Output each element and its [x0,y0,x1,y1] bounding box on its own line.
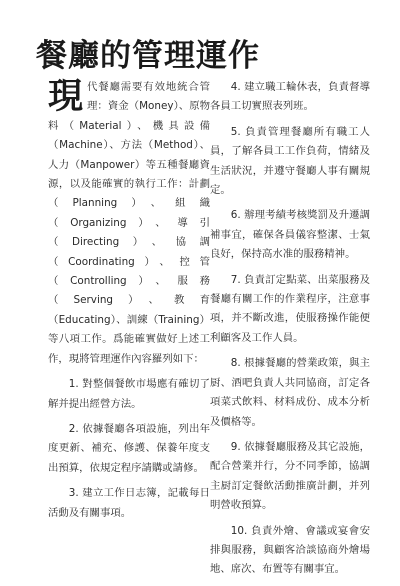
list-item: 1. 對整個餐飲市場應有確切了解并提出經營方法。 [48,378,210,410]
left-column [48,78,210,529]
list-item: 7. 負責訂定點菜、出菜服務及餐廳有關工作的作業程序，注意事項，并不斷改進，使服務操作能便利顧客及工作人員。 [210,273,370,344]
list-item: 5. 負責管理餐廳所有職工人員，了解各員工工作負荷，情緒及生活狀況，并遵守餐廳人事有關規定。 [210,125,370,197]
right-column [210,78,370,586]
page-title: 餐廳的管理運作 [36,38,260,74]
drop-cap: 現 [48,77,84,117]
list-item: 3. 建立工作日志簿，記載每日活動及有關事項。 [48,487,210,519]
list-item: 9. 依據餐廳服務及其它設施，配合營業并行，分不同季節，協調主厨訂定餐飲活動推廣計劃，并列明營收預算。 [210,440,370,512]
list-item: 6. 辦理考績考核獎罰及升遷調補事宜，確保各員儀容整潔、士氣良好，保持高水准的服務精神。 [210,209,370,261]
list-item: 10. 負責外燴、會議或宴會安排與服務，與顧客洽談協商外燴場地、席次、布置等有關事宜。 [210,524,370,576]
list-item: 8. 根據餐廳的營業政策，與主厨、酒吧負責人共同協商，訂定各項菜式飲料、材料成份、成本分析及價格等。 [210,357,370,428]
list-item: 4. 建立職工輪休表，負責督導各員工切實照表列班。 [210,81,370,113]
list-item: 2. 依據餐廳各項設施，列出年度更新、補充、修護、保養年度支出預算，依規定程序請購或請修。 [48,422,210,474]
intro-paragraph [48,78,210,369]
intro-text: 代餐廳需要有效地統合管理：資金（Money）、原物料（Material）、機具設備（Machine）、方法（Method）、人力（Manpower）等五種餐廳資源，以及能確實的執行工作：計劃（Planning）、組織（Organizing）、導引（Directing）、協調（Coordinating）、控管（Controlling）、服務（Serving）、教育（Educating）、訓練（Training）等八項工作。爲能確實做好上述工作，現將管理運作內容羅列如下： [48,81,210,365]
